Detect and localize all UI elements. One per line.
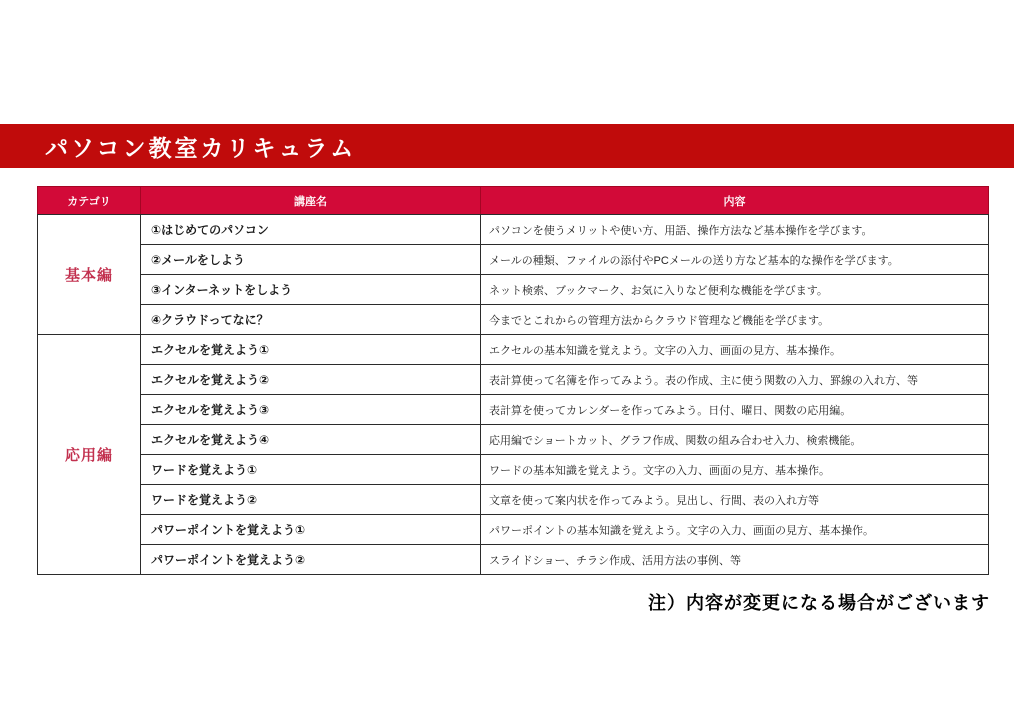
course-description-cell: ネット検索、ブックマーク、お気に入りなど便利な機能を学びます。 <box>481 275 989 305</box>
course-description-cell: エクセルの基本知識を覚えよう。文字の入力、画面の見方、基本操作。 <box>481 335 989 365</box>
table-row <box>38 545 989 575</box>
course-description-cell: パワーポイントの基本知識を覚えよう。文字の入力、画面の見方、基本操作。 <box>481 515 989 545</box>
course-name-cell: ワードを覚えよう② <box>141 485 481 515</box>
course-name-cell: ①はじめてのパソコン <box>141 215 481 245</box>
column-header-course: 講座名 <box>141 187 481 215</box>
table-row <box>38 335 989 365</box>
table-row <box>38 425 989 455</box>
table-row <box>38 215 989 245</box>
page-title: パソコン教室カリキュラム <box>45 134 357 161</box>
course-description-cell: パソコンを使うメリットや使い方、用語、操作方法など基本操作を学びます。 <box>481 215 989 245</box>
course-name-cell: パワーポイントを覚えよう① <box>141 515 481 545</box>
course-description-cell: 文章を使って案内状を作ってみよう。見出し、行間、表の入れ方等 <box>481 485 989 515</box>
course-name-cell: エクセルを覚えよう② <box>141 365 481 395</box>
course-description-cell: ワードの基本知識を覚えよう。文字の入力、画面の見方、基本操作。 <box>481 455 989 485</box>
curriculum-table <box>37 186 989 575</box>
table-row <box>38 275 989 305</box>
course-description-cell: 表計算を使ってカレンダーを作ってみよう。日付、曜日、関数の応用編。 <box>481 395 989 425</box>
table-row <box>38 395 989 425</box>
course-description-cell: 応用編でショートカット、グラフ作成、関数の組み合わせ入力、検索機能。 <box>481 425 989 455</box>
table-header-row <box>38 187 989 215</box>
table-row <box>38 515 989 545</box>
title-banner <box>0 124 1014 168</box>
course-name-cell: ②メールをしよう <box>141 245 481 275</box>
table-row <box>38 455 989 485</box>
course-name-cell: エクセルを覚えよう④ <box>141 425 481 455</box>
category-cell-basic: 基本編 <box>38 215 141 335</box>
course-name-cell: エクセルを覚えよう③ <box>141 395 481 425</box>
course-description-cell: メールの種類、ファイルの添付やPCメールの送り方など基本的な操作を学びます。 <box>481 245 989 275</box>
course-name-cell: ③インターネットをしよう <box>141 275 481 305</box>
course-name-cell: エクセルを覚えよう① <box>141 335 481 365</box>
course-description-cell: 今までとこれからの管理方法からクラウド管理など機能を学びます。 <box>481 305 989 335</box>
course-name-cell: パワーポイントを覚えよう② <box>141 545 481 575</box>
course-description-cell: スライドショー、チラシ作成、活用方法の事例、等 <box>481 545 989 575</box>
change-notice: 注）内容が変更になる場合がございます <box>648 593 990 613</box>
category-cell-advanced: 応用編 <box>38 335 141 575</box>
table-row <box>38 365 989 395</box>
table-row <box>38 305 989 335</box>
course-name-cell: ワードを覚えよう① <box>141 455 481 485</box>
curriculum-table-wrapper <box>37 186 988 575</box>
column-header-content: 内容 <box>481 187 989 215</box>
table-row <box>38 245 989 275</box>
course-name-cell: ④クラウドってなに？ <box>141 305 481 335</box>
table-row <box>38 485 989 515</box>
course-description-cell: 表計算使って名簿を作ってみよう。表の作成、主に使う関数の入力、罫線の入れ方、等 <box>481 365 989 395</box>
column-header-category: カテゴリ <box>38 187 141 215</box>
